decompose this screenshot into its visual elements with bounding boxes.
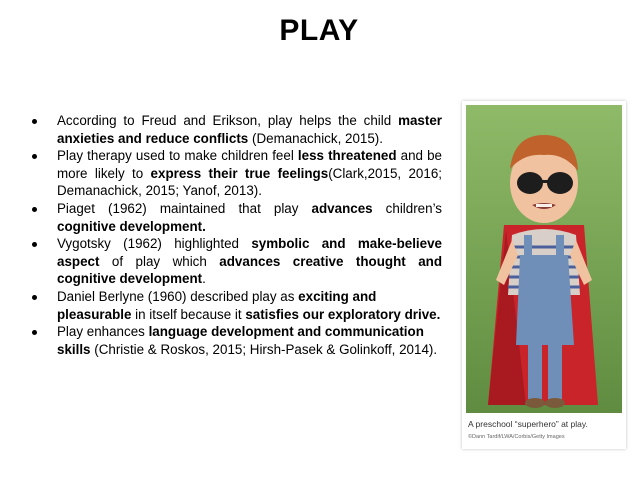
bold-text: symbolic and make-believe aspect xyxy=(57,236,442,269)
bullet-item xyxy=(30,235,442,288)
body-text: Piaget (1962) maintained that play xyxy=(57,200,312,216)
bold-text: advances creative thought and cognitive development xyxy=(57,253,442,287)
bold-text: cognitive development. xyxy=(57,218,206,234)
bullet-list xyxy=(30,112,442,358)
bold-text: master anxieties and reduce conflicts xyxy=(57,113,442,146)
body-text: According to Freud and Erikson, play helps the child xyxy=(57,113,399,128)
bold-text: advances xyxy=(311,200,373,216)
bullet-item xyxy=(30,112,442,147)
body-text: Vygotsky (1962) highlighted xyxy=(57,236,252,252)
body-text: (Demanachick, 2015). xyxy=(248,130,383,146)
body-text: (Clark,2015, 2016; Demanachick, 2015; Yanof, 2013). xyxy=(57,165,442,199)
bold-text: less threatened xyxy=(297,148,397,164)
bold-text: satisfies our exploratory drive. xyxy=(245,306,441,322)
bold-text: exciting and pleasurable xyxy=(57,288,377,322)
body-text: in itself because it xyxy=(131,306,246,322)
bold-text: express their true feelings xyxy=(150,165,329,181)
slide-title: PLAY xyxy=(279,14,359,47)
bullet-item xyxy=(30,288,442,323)
overalls xyxy=(516,255,574,345)
body-text: . xyxy=(202,271,206,287)
bullet-item xyxy=(30,200,442,235)
body-text: Daniel Berlyne (1960) described play as xyxy=(57,288,299,304)
body-text: and be more likely to xyxy=(57,148,442,181)
sunglasses xyxy=(517,172,543,194)
photo-credit: ©Dann Tardif/LWA/Corbis/Getty Images xyxy=(468,434,565,440)
body-text: children’s xyxy=(372,200,443,216)
body-text: of play which xyxy=(99,253,220,269)
body-text: (Christie & Roskos, 2015; Hirsh-Pasek & Golinkoff, 2014). xyxy=(90,341,438,357)
child-superhero-photo xyxy=(466,105,622,413)
bold-text: language development and communication skills xyxy=(57,324,424,357)
photo-card xyxy=(462,101,626,449)
bullet-item xyxy=(30,147,442,200)
legs xyxy=(528,337,542,399)
body-text: Play therapy used to make children feel xyxy=(57,148,298,164)
bullet-item xyxy=(30,323,442,358)
photo-caption: A preschool “superhero” at play. xyxy=(468,419,588,429)
body-text: Play enhances xyxy=(57,324,149,340)
